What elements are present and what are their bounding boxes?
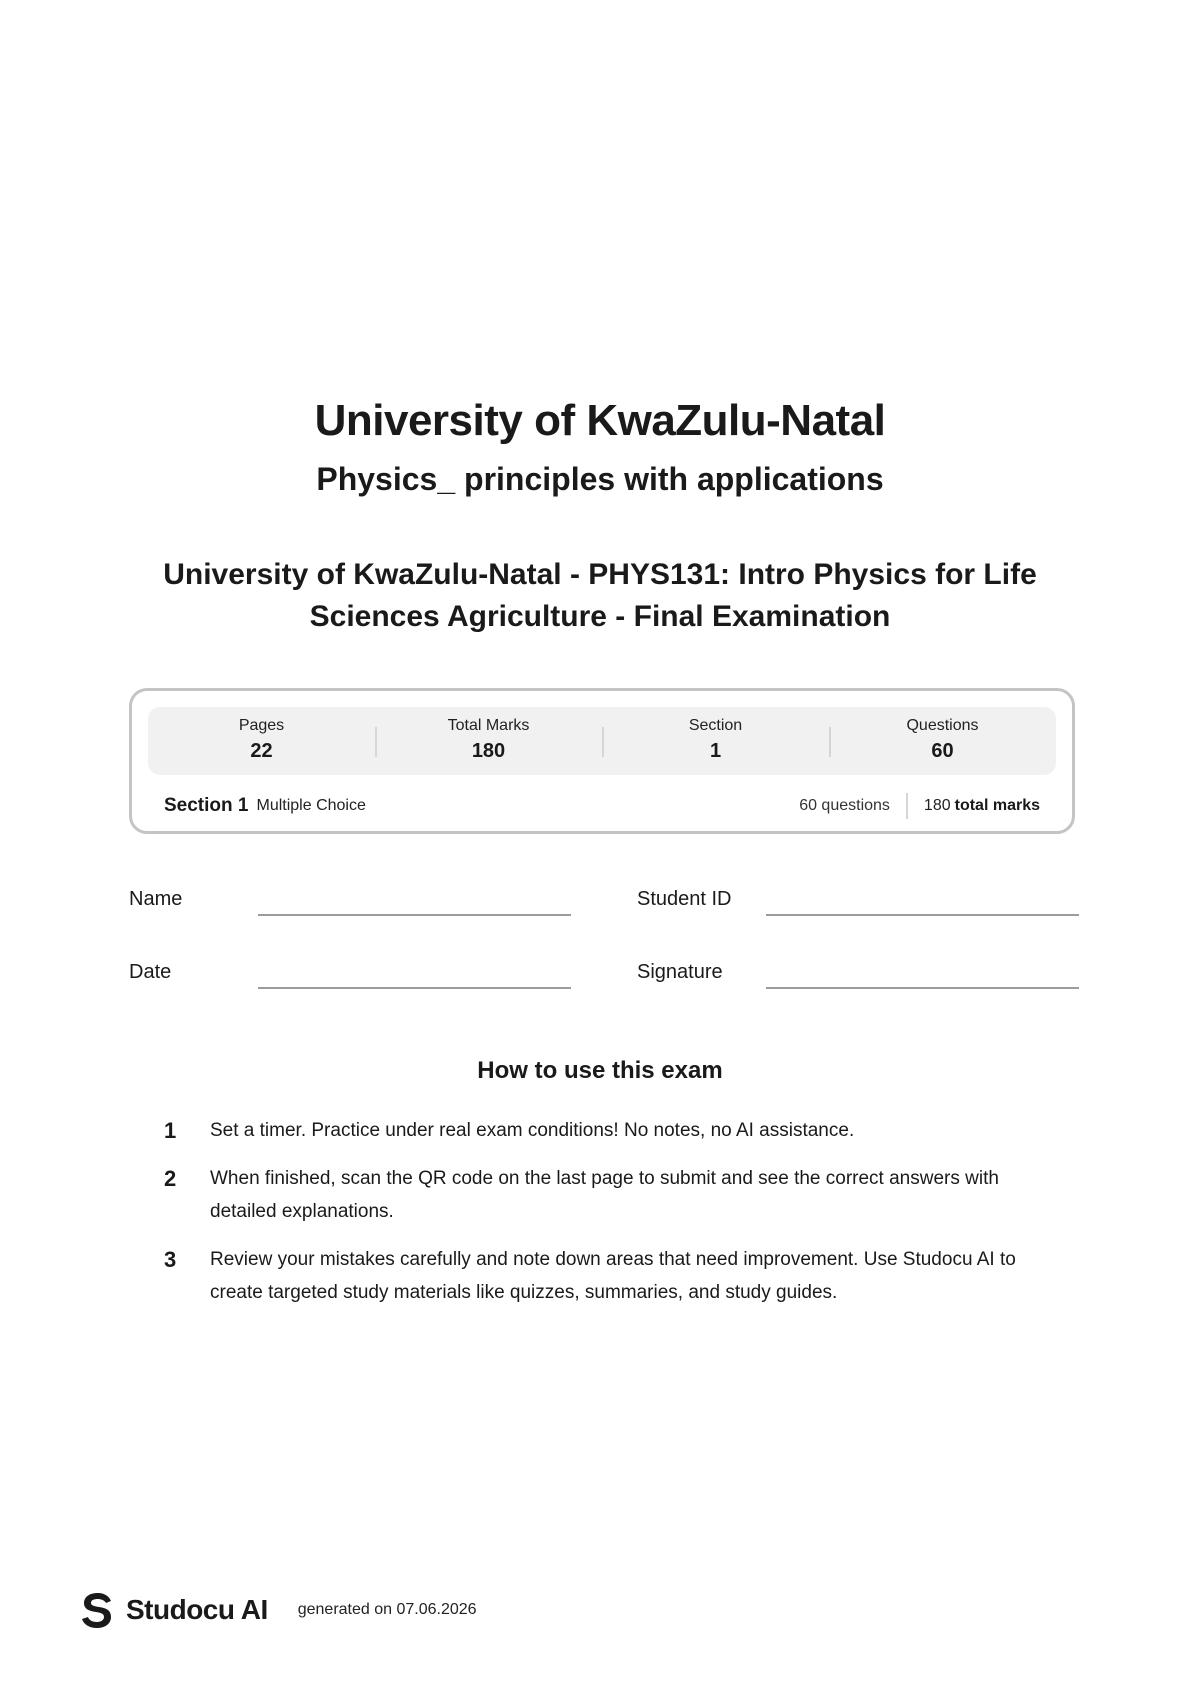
section-name: Section 1 (164, 795, 249, 816)
stats-row (148, 707, 1056, 775)
date-label: Date (129, 961, 172, 983)
generated-date: generated on 07.06.2026 (297, 1601, 477, 1618)
step-number: 3 (164, 1247, 177, 1272)
stat-pages (148, 707, 375, 775)
section-meta (799, 793, 1040, 819)
course-subtitle: Physics_ principles with applications (316, 461, 884, 497)
exam-title: University of KwaZulu-Natal - PHYS131: Intro Physics for Life Sciences Agriculture - Final Examination (163, 558, 1037, 633)
list-item (160, 1243, 1060, 1309)
stat-value: 1 (709, 740, 722, 762)
stat-value: 180 (471, 740, 506, 762)
section-summary-row (164, 791, 1040, 821)
date-field[interactable] (258, 987, 571, 989)
divider (906, 793, 908, 819)
name-field[interactable] (258, 914, 571, 916)
instructions-list (160, 1114, 1060, 1324)
stat-section (602, 707, 829, 775)
section-marks-number: 180 (923, 797, 951, 814)
step-number: 1 (164, 1118, 177, 1143)
stat-total-marks (375, 707, 602, 775)
studocu-logo-icon (80, 1591, 114, 1629)
stat-label: Total Marks (447, 717, 530, 734)
section-type: Multiple Choice (256, 797, 366, 814)
stat-label: Section (688, 717, 743, 734)
stat-value: 22 (250, 740, 273, 762)
stat-label: Pages (238, 717, 285, 734)
section-question-count: 60 questions (799, 797, 890, 814)
stat-value: 60 (931, 740, 954, 762)
step-number: 2 (164, 1166, 177, 1191)
list-item (160, 1114, 1060, 1147)
stat-label: Questions (906, 717, 979, 734)
name-label: Name (129, 888, 183, 910)
stat-questions (829, 707, 1056, 775)
step-text: Set a timer. Practice under real exam conditions! No notes, no AI assistance. (210, 1120, 855, 1141)
university-title: University of KwaZulu-Natal (314, 396, 886, 445)
title-block (0, 392, 1200, 504)
section-marks-label: total marks (954, 797, 1040, 814)
list-item (160, 1162, 1060, 1228)
step-text: Review your mistakes carefully and note down areas that need improvement. Use Studocu AI to create targeted study materials like quizzes, summaries, and study guides. (210, 1249, 1016, 1303)
signature-label: Signature (637, 961, 723, 983)
signature-field[interactable] (766, 987, 1079, 989)
student-id-field[interactable] (766, 914, 1079, 916)
exam-summary-card (129, 688, 1075, 834)
step-text: When finished, scan the QR code on the last page to submit and see the correct answers with detailed explanations. (210, 1168, 999, 1222)
footer (80, 1585, 477, 1635)
brand-name: Studocu AI (126, 1594, 268, 1625)
instructions-title: How to use this exam (477, 1057, 723, 1084)
student-id-label: Student ID (637, 888, 732, 910)
